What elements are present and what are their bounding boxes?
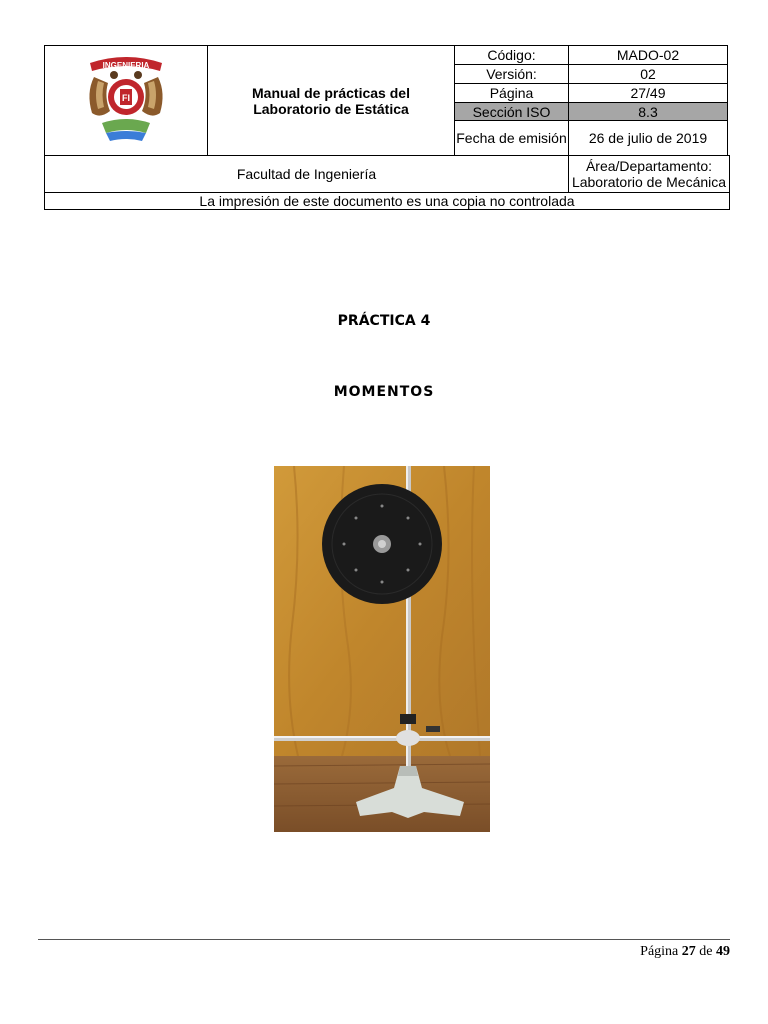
moment-disc-apparatus-photo bbox=[274, 466, 490, 832]
iso-section-value: 8.3 bbox=[569, 103, 728, 121]
page-footer bbox=[640, 944, 730, 960]
footer-divider bbox=[38, 939, 730, 940]
area-label: Área/Departamento: bbox=[585, 158, 713, 174]
issue-date-value: 26 de julio de 2019 bbox=[569, 121, 728, 156]
engineering-faculty-logo bbox=[84, 53, 168, 149]
area-value: Laboratorio de Mecánica bbox=[571, 174, 727, 190]
version-value: 02 bbox=[569, 65, 728, 84]
footer-total-pages: 49 bbox=[716, 944, 730, 959]
faculty-cell: Facultad de Ingeniería bbox=[45, 156, 569, 193]
page-value: 27/49 bbox=[569, 84, 728, 103]
code-label: Código: bbox=[455, 46, 569, 65]
footer-separator: de bbox=[699, 944, 713, 959]
institution-logo-cell bbox=[45, 46, 208, 156]
manual-title-cell bbox=[208, 46, 455, 156]
code-value: MADO-02 bbox=[569, 46, 728, 65]
footer-prefix: Página bbox=[640, 944, 679, 959]
logo-banner-text: INGENIERIA bbox=[102, 60, 150, 70]
svg-text:FI: FI bbox=[122, 92, 130, 103]
uncontrolled-copy-note: La impresión de este documento es una copia no controlada bbox=[45, 193, 730, 210]
page-label: Página bbox=[455, 84, 569, 103]
document-header-table bbox=[44, 45, 730, 210]
practice-number-heading: PRÁCTICA 4 bbox=[337, 313, 431, 329]
practice-name-heading: MOMENTOS bbox=[333, 384, 435, 400]
manual-title-line1: Manual de prácticas del bbox=[252, 84, 410, 101]
manual-title-line2: Laboratorio de Estática bbox=[253, 100, 409, 117]
issue-date-label: Fecha de emisión bbox=[455, 121, 569, 156]
version-label: Versión: bbox=[455, 65, 569, 84]
area-department-cell bbox=[569, 156, 730, 193]
footer-current-page: 27 bbox=[681, 944, 696, 959]
iso-section-label: Sección ISO bbox=[455, 103, 569, 121]
